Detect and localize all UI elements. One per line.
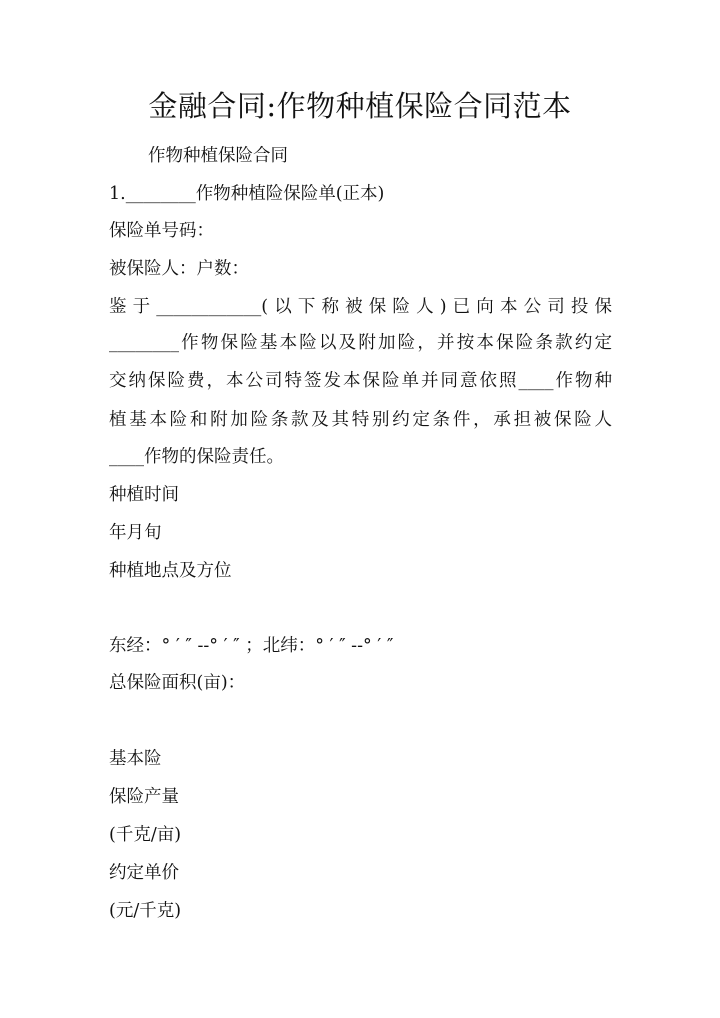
yield-unit: (千克/亩)	[109, 825, 182, 845]
agreed-price-label: 约定单价	[109, 863, 179, 883]
policy-item-1: 1.________作物种植险保险单(正本)	[109, 184, 385, 204]
policy-number-label: 保险单号码：	[109, 221, 214, 241]
total-area-label: 总保险面积(亩)：	[109, 673, 246, 693]
page-title: 金融合同:作物种植保险合同范本	[148, 89, 572, 123]
price-unit: (元/千克)	[109, 901, 182, 921]
paragraph-line: ____作物的保险责任。	[109, 447, 284, 467]
paragraph-line: ________作物保险基本险以及附加险，并按本保险条款约定	[109, 333, 612, 353]
paragraph-line: 交纳保险费，本公司特签发本保险单并同意依照____作物种	[109, 371, 612, 391]
insured-label: 被保险人：户数：	[109, 259, 249, 279]
insured-yield-label: 保险产量	[109, 787, 179, 807]
document-subtitle: 作物种植保险合同	[148, 146, 288, 166]
location-label: 种植地点及方位	[109, 561, 232, 581]
planting-time-label: 种植时间	[109, 485, 179, 505]
basic-insurance-label: 基本险	[109, 749, 162, 769]
date-units: 年月旬	[109, 523, 162, 543]
paragraph-line: 植基本险和附加险条款及其特别约定条件，承担被保险人	[109, 410, 612, 430]
paragraph-line: 鉴于____________(以下称被保险人)已向本公司投保	[109, 297, 612, 317]
coordinates: 东经：° ′ ″ --° ′ ″ ；北纬：° ′ ″ --° ′ ″	[109, 636, 394, 656]
